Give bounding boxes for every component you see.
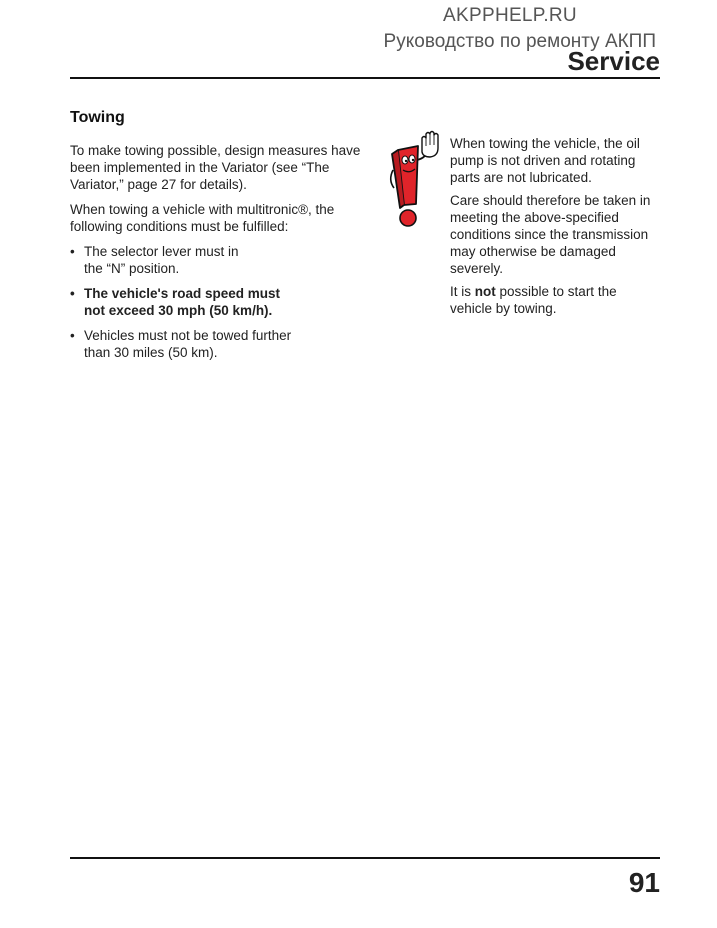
- left-column: [70, 142, 370, 369]
- list-item: [70, 327, 370, 361]
- manual-subtitle: Руководство по ремонту АКПП: [383, 31, 656, 52]
- list-item: [70, 285, 370, 319]
- list-item-line: The vehicle's road speed must: [84, 286, 281, 301]
- conditions-list: [70, 243, 370, 361]
- page-number: 91: [628, 867, 660, 898]
- warning-exclamation-icon: [384, 130, 446, 228]
- section-title: Service: [567, 46, 660, 76]
- list-item-line: the “N” position.: [84, 261, 180, 276]
- caution-paragraph: Care should therefore be taken in meeting the above-specified conditions since the transmission may otherwise be damaged severely.: [450, 193, 651, 276]
- list-item-line: not exceed 30 mph (50 km/h).: [84, 303, 273, 318]
- note-paragraph: [450, 283, 660, 317]
- page-heading: Towing: [70, 109, 125, 126]
- list-item-line: The selector lever must in: [84, 244, 239, 259]
- top-divider: [70, 77, 660, 79]
- bullet-icon: •: [70, 244, 75, 259]
- note-emphasis: not: [474, 284, 496, 299]
- conditions-paragraph: When towing a vehicle with multitronic®, the following conditions must be fulfilled:: [70, 202, 335, 234]
- note-text-start: It is: [450, 284, 475, 299]
- warning-paragraph: When towing the vehicle, the oil pump is not driven and rotating parts are not lubricated.: [450, 136, 640, 185]
- note-text-end: possible to start the vehicle by towing.: [450, 284, 617, 316]
- list-item-line: than 30 miles (50 km).: [84, 345, 218, 360]
- list-item-line: Vehicles must not be towed further: [84, 328, 292, 343]
- bottom-divider: [70, 857, 660, 859]
- site-name: AKPPHELP.RU: [443, 5, 577, 26]
- right-column: [450, 135, 660, 323]
- intro-paragraph: To make towing possible, design measures have been implemented in the Variator (see “The Variator,” page 27 for details).: [70, 143, 361, 192]
- list-item: [70, 243, 370, 277]
- bullet-icon: •: [70, 328, 75, 343]
- bullet-icon: •: [70, 286, 75, 301]
